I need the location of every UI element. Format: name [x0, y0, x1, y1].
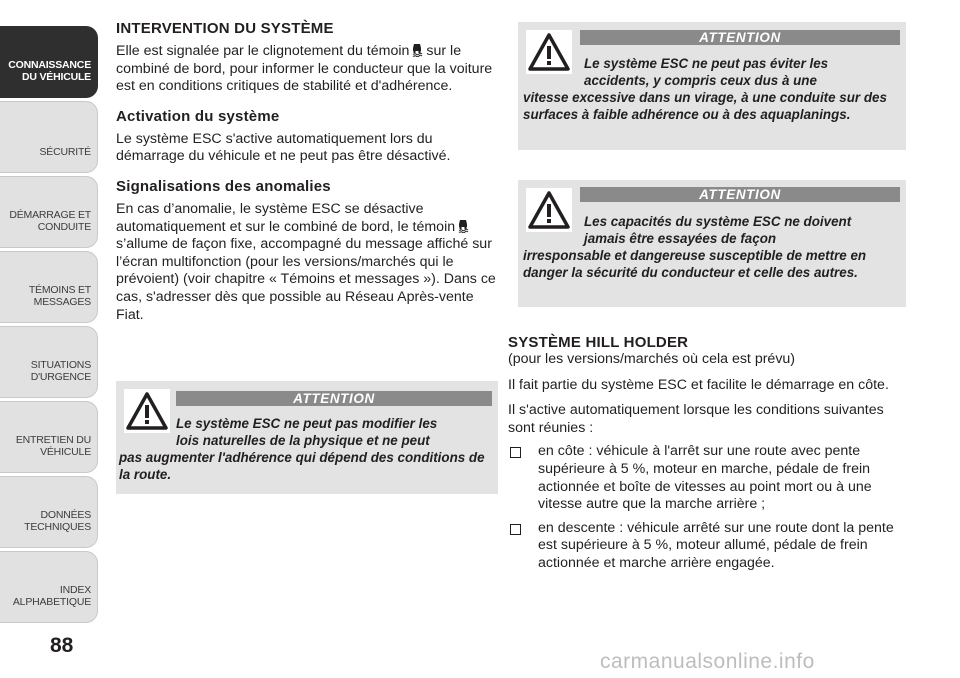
tab-index[interactable]: INDEX ALPHABETIQUE [0, 551, 98, 623]
tab-donnees[interactable]: DONNÉES TECHNIQUES [0, 476, 98, 548]
page-number: 88 [50, 634, 74, 657]
hill-holder-section [508, 334, 906, 579]
esc-skid-icon [411, 43, 423, 57]
heading-anomalies: Signalisations des anomalies [116, 177, 331, 195]
paragraph-hill-holder-desc: Il fait partie du système ESC et facilite le démarrage en côte. [508, 376, 889, 393]
checkbox-bullet-icon [510, 447, 521, 458]
warning-title: ATTENTION [580, 30, 900, 45]
warning-triangle-icon [526, 188, 572, 232]
text-span: Elle est signalée par le clignotement du témoin [116, 43, 410, 59]
tab-entretien[interactable]: ENTRETIEN DU VÉHICULE [0, 401, 98, 473]
heading-activation: Activation du système [116, 107, 280, 125]
warning-text-line1: Le système ESC ne peut pas modifier les [176, 416, 438, 431]
list-item-text: en côte : véhicule à l'arrêt sur une route avec pente supérieure à 5 %, moteur en marche, pédale de frein actionnée et boîte de vitesses au point mort ou à une vitesse autre que la marche arrière ; [538, 443, 872, 513]
checkbox-bullet-icon [510, 524, 521, 535]
esc-skid-icon [457, 219, 469, 233]
paragraph-availability: (pour les versions/marchés où cela est prévu) [508, 351, 796, 367]
tab-connaissance[interactable]: CONNAISSANCE DU VÉHICULE [0, 26, 98, 98]
warning-text-line1: Les capacités du système ESC ne doivent [584, 214, 852, 229]
warning-text-line2: accidents, y compris ceux dus à une [584, 73, 817, 88]
heading-hill-holder: SYSTÈME HILL HOLDER [508, 334, 689, 351]
warning-text-line2: lois naturelles de la physique et ne peut [176, 433, 430, 448]
tab-temoins[interactable]: TÉMOINS ET MESSAGES [0, 251, 98, 323]
text-span: En cas d’anomalie, le système ESC se désactive automatiquement et sur le combiné de bord, le témoin [116, 200, 456, 235]
text-span: sur le combiné de bord, pour informer le conducteur que la voiture est en conditions critiques de stabilité et d'adhérence. [116, 43, 493, 95]
paragraph-intervention [116, 43, 498, 96]
paragraph-anomalies [116, 201, 498, 324]
list-item [508, 443, 906, 513]
tab-situations[interactable]: SITUATIONS D'URGENCE [0, 326, 98, 398]
warning-box-physics [116, 381, 498, 494]
warning-title: ATTENTION [176, 391, 492, 406]
warning-text-line1: Le système ESC ne peut pas éviter les [584, 56, 829, 71]
list-item-text: en descente : véhicule arrêté sur une route dont la pente est supérieure à 5 %, moteur allumé, pédale de frein actionnée et marche arrière engagée. [538, 519, 894, 571]
list-item [508, 520, 906, 573]
warning-box-accidents [518, 22, 906, 150]
chapter-tabs [0, 0, 100, 630]
warning-text-rest: irresponsable et dangereuse susceptible de mettre en danger la sécurité du conducteur et celle des autres. [523, 248, 867, 280]
warning-title: ATTENTION [580, 187, 900, 202]
paragraph-conditions: Il s'active automatiquement lorsque les conditions suivantes sont réunies : [508, 402, 884, 436]
paragraph-activation: Le système ESC s'active automatiquement lors du démarrage du véhicule et ne peut pas être désactivé. [116, 130, 451, 165]
warning-triangle-icon [526, 30, 572, 74]
heading-intervention: INTERVENTION DU SYSTÈME [116, 20, 334, 37]
warning-text-line2: jamais être essayées de façon [584, 231, 777, 246]
watermark: carmanualsonline.info [600, 650, 815, 673]
warning-triangle-icon [124, 389, 170, 433]
warning-box-capacities [518, 180, 906, 307]
text-span: s’allume de façon fixe, accompagné du message affiché sur l’écran multifonction (pour les versions/marchés qui le prévoient) (voir chapitre « Témoins et messages »). Dans ce cas, s'adresser dès que possible au Réseau Après-vente Fiat. [116, 236, 496, 323]
warning-text-rest: pas augmenter l'adhérence qui dépend des conditions de la route. [119, 450, 485, 482]
warning-text-rest: vitesse excessive dans un virage, à une conduite sur des surfaces à faible adhérence ou à des aquaplanings. [523, 90, 887, 122]
tab-demarrage[interactable]: DÉMARRAGE ET CONDUITE [0, 176, 98, 248]
tab-securite[interactable]: SÉCURITÉ [0, 101, 98, 173]
left-column [116, 20, 498, 336]
